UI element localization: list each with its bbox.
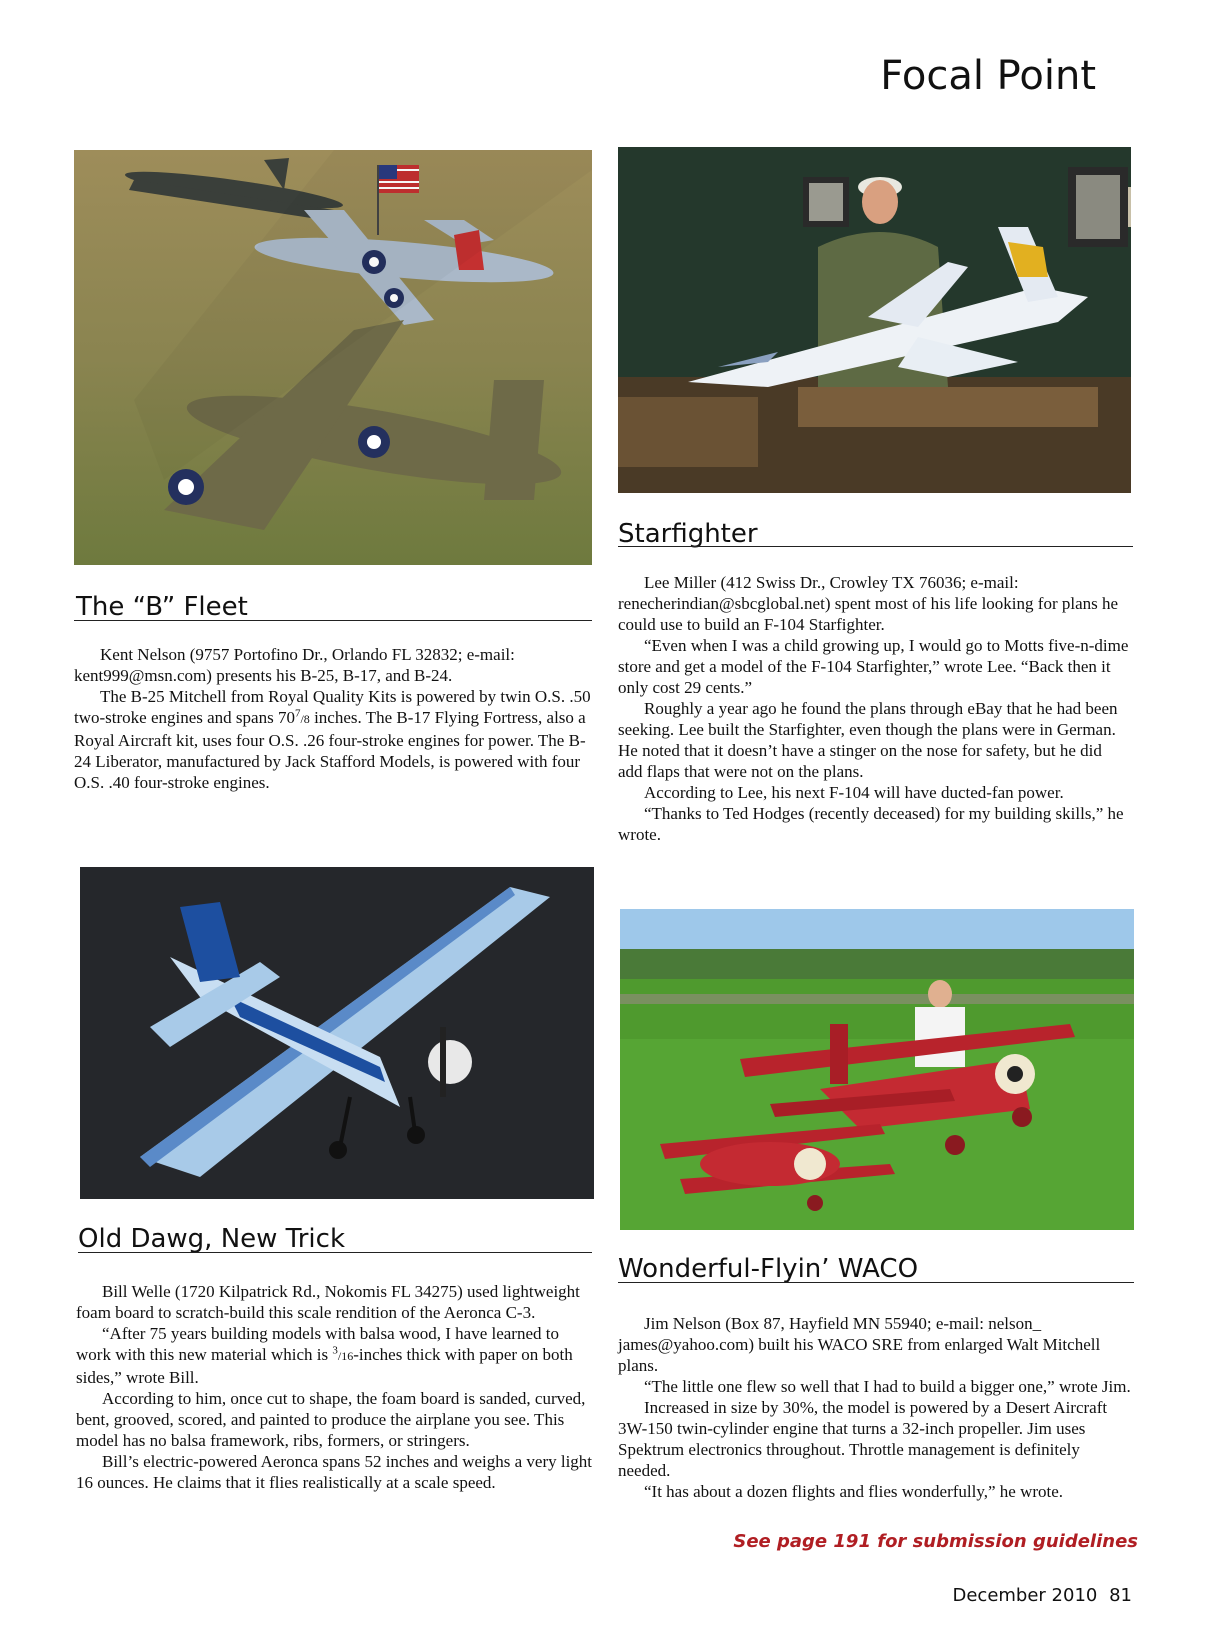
old-dawg-rule bbox=[78, 1252, 592, 1253]
starfighter-paragraph-4: According to Lee, his next F-104 will have ducted-fan power. bbox=[644, 783, 1064, 802]
old-dawg-paragraph-2: “After 75 years building models with balsa wood, I have learned to work with this new material which is $^3$/16-inches thick with paper on both sides,” wrote Bill. bbox=[76, 1324, 573, 1387]
old-dawg-title: Old Dawg, New Trick bbox=[78, 1224, 346, 1254]
submission-guidelines-link[interactable]: See page 191 for submission guidelines bbox=[733, 1531, 1138, 1552]
waco-body bbox=[618, 1313, 1134, 1502]
page-title: Focal Point bbox=[880, 53, 1096, 99]
page-footer bbox=[952, 1585, 1132, 1606]
starfighter-photo bbox=[618, 147, 1131, 493]
starfighter-paragraph-1: Lee Miller (412 Swiss Dr., Crowley TX 76036; e-mail: renecherindian@sbcglobal.net) spent most of his life looking for plans he could use to build an F-104 Starfighter. bbox=[618, 573, 1119, 634]
starfighter-paragraph-3: Roughly a year ago he found the plans through eBay that he had been seeking. Lee built the Starfighter, even though the plans were in German. He noted that it doesn’t have a stinger on the nose for safety, but he did add flaps that were not on the plans. bbox=[618, 699, 1118, 781]
old-dawg-paragraph-3: According to him, once cut to shape, the foam board is sanded, curved, bent, grooved, scored, and painted to produce the airplane you see. This model has no balsa framework, ribs, formers, or stringers. bbox=[76, 1389, 586, 1450]
waco-paragraph-1: Jim Nelson (Box 87, Hayfield MN 55940; e-mail: nelson_ james@yahoo.com) built his WACO SRE from enlarged Walt Mitchell plans. bbox=[618, 1314, 1101, 1375]
waco-title: Wonderful-Flyin’ WACO bbox=[618, 1254, 919, 1284]
waco-paragraph-3: Increased in size by 30%, the model is powered by a Desert Aircraft 3W-150 twin-cylinder engine that turns a 32-inch propeller. Jim uses Spektrum electronics throughout. Throttle management is definitely needed. bbox=[618, 1398, 1108, 1480]
starfighter-title: Starfighter bbox=[618, 519, 758, 549]
waco-paragraph-4: “It has about a dozen flights and flies wonderfully,” he wrote. bbox=[644, 1482, 1064, 1501]
starfighter-paragraph-5: “Thanks to Ted Hodges (recently deceased) for my building skills,” he wrote. bbox=[618, 804, 1124, 844]
waco-paragraph-2: “The little one flew so well that I had to build a bigger one,” wrote Jim. bbox=[644, 1377, 1131, 1396]
old-dawg-paragraph-1: Bill Welle (1720 Kilpatrick Rd., Nokomis FL 34275) used lightweight foam board to scratch-build this scale rendition of the Aeronca C-3. bbox=[76, 1282, 580, 1322]
page-number: 81 bbox=[1109, 1585, 1132, 1606]
b-fleet-rule bbox=[74, 620, 592, 621]
b-fleet-photo bbox=[74, 150, 592, 565]
starfighter-paragraph-2: “Even when I was a child growing up, I would go to Motts five-n-dime store and get a model of the F-104 Starfighter,” wrote Lee. “Back then it only cost 29 cents.” bbox=[618, 636, 1129, 697]
waco-photo bbox=[620, 909, 1134, 1230]
starfighter-body bbox=[618, 572, 1130, 845]
old-dawg-photo bbox=[80, 867, 594, 1199]
old-dawg-body bbox=[76, 1281, 598, 1493]
old-dawg-paragraph-4: Bill’s electric-powered Aeronca spans 52 inches and weighs a very light 16 ounces. He claims that it flies realistically at a scale speed. bbox=[76, 1452, 593, 1492]
b-fleet-paragraph-2: The B-25 Mitchell from Royal Quality Kits is powered by twin O.S. .50 two-stroke engines and spans $70^7/8$ inches. The B-17 Flying Fortress, also a Royal Aircraft kit, uses four O.S. .26 four-stroke engines for power. The B-24 Liberator, manufactured by Jack Stafford Models, is powered with four O.S. .40 four-stroke engines. bbox=[74, 687, 591, 792]
waco-rule bbox=[618, 1282, 1134, 1283]
starfighter-rule bbox=[618, 546, 1133, 547]
issue-date: December 2010 bbox=[952, 1585, 1098, 1606]
b-fleet-body bbox=[74, 644, 598, 793]
b-fleet-title: The “B” Fleet bbox=[76, 592, 248, 622]
b-fleet-paragraph-1: Kent Nelson (9757 Portofino Dr., Orlando FL 32832; e-mail: kent999@msn.com) presents his B-25, B-17, and B-24. bbox=[74, 645, 515, 685]
